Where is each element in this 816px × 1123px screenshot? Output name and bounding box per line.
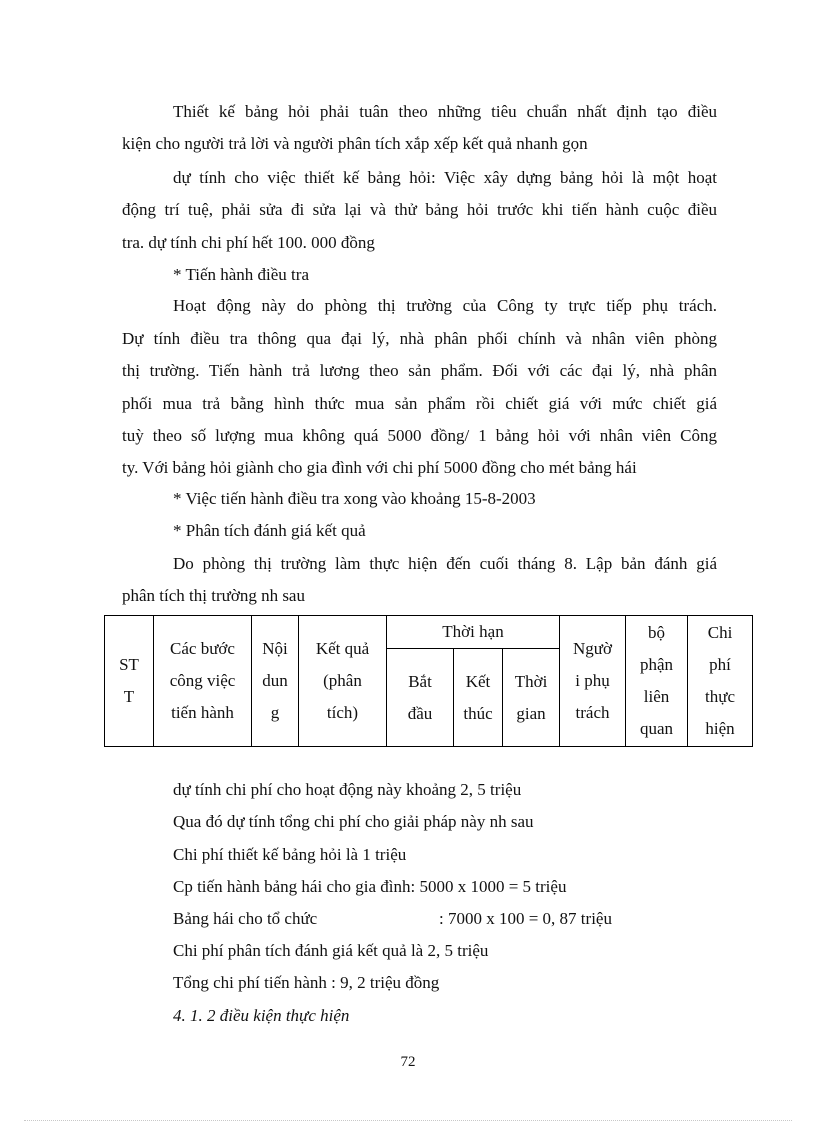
paragraph-line: Hoạt động này do phòng thị trường của Công ty trực tiếp phụ trách. [173, 296, 717, 315]
summary-line: Cp tiến hành bảng hái cho gia đình: 5000 x 1000 = 5 triệu [173, 877, 567, 896]
bullet-line: * Việc tiến hành điều tra xong vào khoảng 15-8-2003 [173, 489, 536, 508]
header-person: Ngườ i phụ trách [560, 616, 626, 747]
header-dept: bộ phận liên quan [626, 616, 688, 747]
header-deadline: Thời hạn [387, 616, 560, 649]
page-divider [24, 1120, 792, 1121]
cost-table [104, 615, 753, 747]
paragraph-line: ty. Với bảng hỏi giành cho gia đình với chi phí 5000 đồng cho mét bảng hái [122, 458, 637, 477]
header-cost: Chi phí thực hiện [688, 616, 753, 747]
paragraph-line: Thiết kế bảng hỏi phải tuân theo những tiêu chuẩn nhất định tạo điều [173, 102, 717, 121]
header-steps: Các bước công việc tiến hành [154, 616, 252, 747]
summary-line: Chi phí phân tích đánh giá kết quả là 2, 5 triệu [173, 941, 489, 960]
bullet-line: * Phân tích đánh giá kết quả [173, 521, 366, 540]
header-time: Thời gian [503, 649, 560, 747]
summary-line-label: Bảng hái cho tổ chức [173, 909, 318, 928]
paragraph-line: tuỳ theo số lượng mua không quá 5000 đồng/ 1 bảng hỏi với nhân viên Công [122, 426, 717, 445]
header-result: Kết quả (phân tích) [299, 616, 387, 747]
header-start: Bắt đầu [387, 649, 454, 747]
summary-line: dự tính chi phí cho hoạt động này khoảng 2, 5 triệu [173, 780, 522, 799]
header-stt: ST T [105, 616, 154, 747]
header-end: Kết thúc [454, 649, 503, 747]
paragraph-line: động trí tuệ, phải sửa đi sửa lại và thử bảng hỏi trước khi tiến hành cuộc điều [122, 200, 717, 219]
paragraph-line: thị trường. Tiến hành trả lương theo sản phẩm. Đối với các đại lý, nhà phân [122, 361, 717, 380]
summary-line: Chi phí thiết kế bảng hỏi là 1 triệu [173, 845, 407, 864]
paragraph-line: Do phòng thị trường làm thực hiện đến cuối tháng 8. Lập bản đánh giá [173, 554, 717, 573]
page-number: 72 [400, 1054, 416, 1070]
summary-line: Qua đó dự tính tổng chi phí cho giải pháp này nh sau [173, 812, 534, 831]
paragraph-line: tra. dự tính chi phí hết 100. 000 đồng [122, 233, 375, 252]
summary-total: Tổng chi phí tiến hành : 9, 2 triệu đồng [173, 973, 440, 992]
section-heading: 4. 1. 2 điều kiện thực hiện [173, 1006, 350, 1025]
header-content: Nội dun g [252, 616, 299, 747]
bullet-line: * Tiến hành điều tra [173, 265, 309, 284]
paragraph-line: phối mua trả bằng hình thức mua sản phẩm rồi chiết giá với mức chiết giá [122, 394, 717, 413]
paragraph-line: kiện cho người trả lời và người phân tích xắp xếp kết quả nhanh gọn [122, 134, 588, 153]
summary-line-value: : 7000 x 100 = 0, 87 triệu [439, 909, 612, 928]
paragraph-line: dự tính cho việc thiết kế bảng hỏi: Việc xây dựng bảng hỏi là một hoạt [173, 168, 717, 187]
paragraph-line: Dự tính điều tra thông qua đại lý, nhà phân phối chính và nhân viên phòng [122, 329, 717, 348]
paragraph-line: phân tích thị trường nh sau [122, 586, 305, 605]
